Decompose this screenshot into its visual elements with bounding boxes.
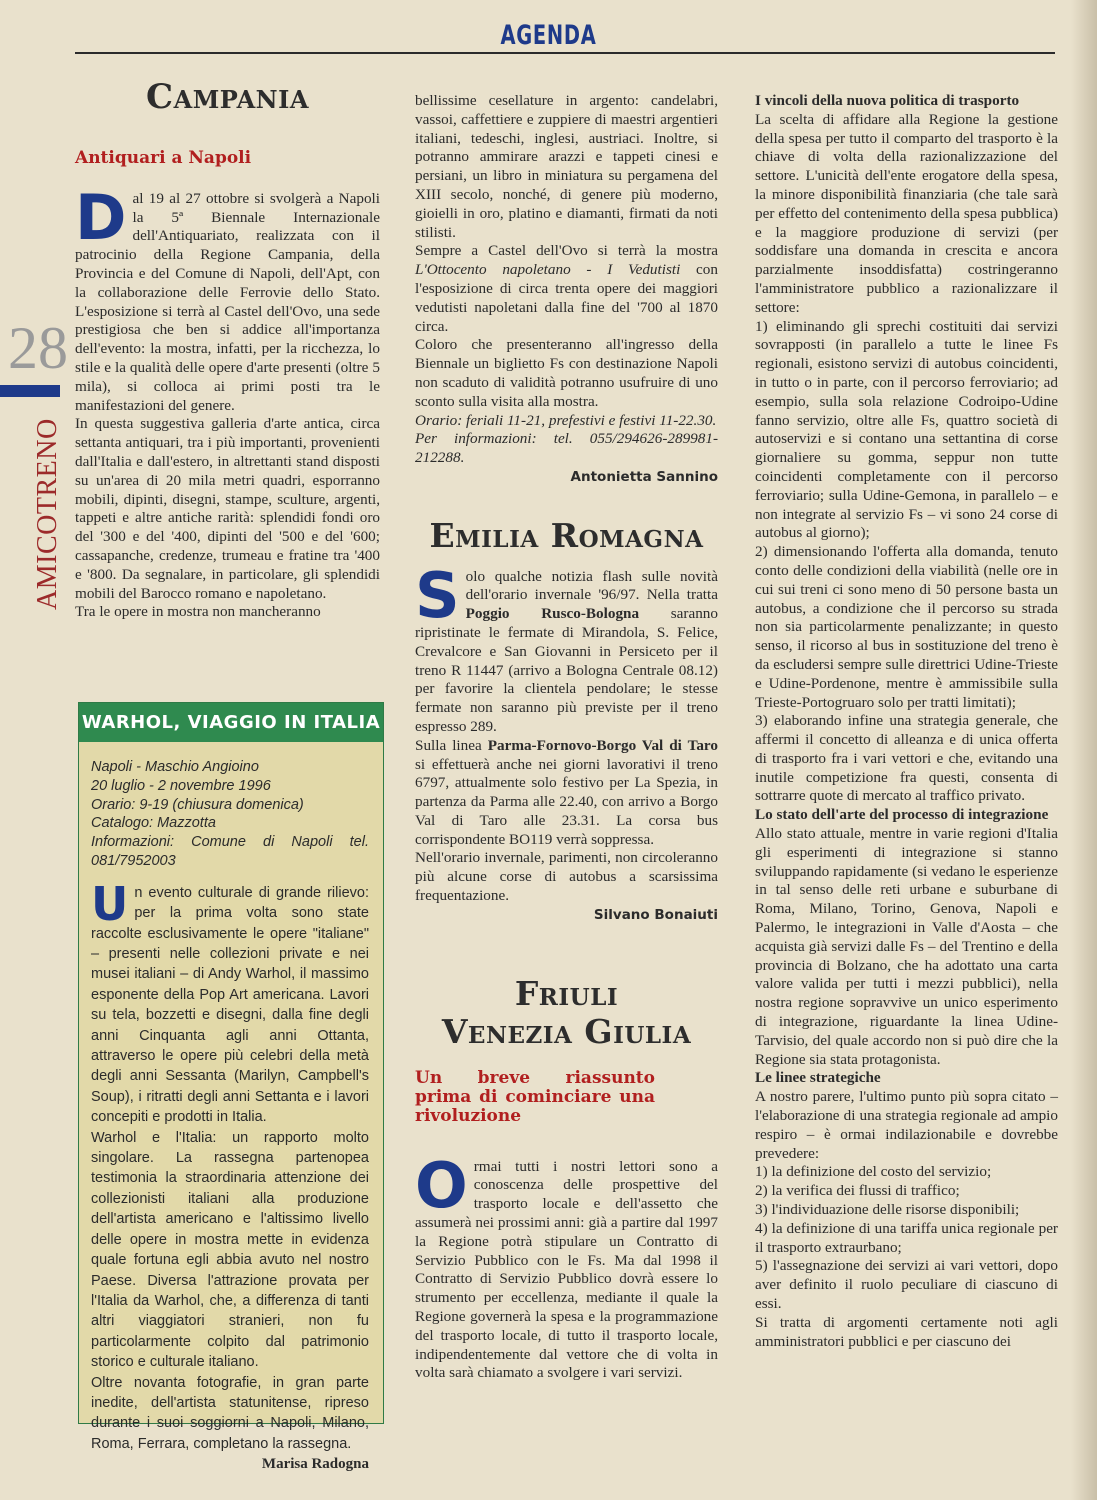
article-paragraph: Si tratta di argomenti certamente noti agli amministratori pubblici e per ciascuno dei [755, 1313, 1058, 1350]
warhol-box [78, 702, 384, 1473]
subheading: Le linee strategiche [755, 1069, 881, 1087]
author-signature: Antonietta Sannino [570, 468, 718, 485]
page-edge-shadow [1071, 0, 1097, 1500]
page-number: 28 [8, 315, 68, 381]
list-item: 5) l'assegnazione dei servizi ai vari vettori, dopo aver definito il ruolo peculiare di ciascuno di essi. [755, 1257, 1058, 1312]
opening-hours: Orario: feriali 11-21, prefestivi e festivi 11-22.30. [415, 411, 717, 429]
article-paragraph: Warhol e l'Italia: un rapporto molto singolare. La rassegna partenopea testimonia la straordinaria attenzione dei collezionisti italiani alla produzione dell'artista americano e l'altissimo livello delle opere in mostra mette in evidenza quale fortuna egli abbia avuto nel nostro Paese. Diversa l'attrazione provata per l'Italia da Warhol, che, a differenza di tanti altri viaggiatori stranieri, non fu particolarmente colpito dal patrimonio storico e culturale italiano. [91, 1129, 369, 1371]
article-paragraph: A nostro parere, l'ultimo punto più sopra citato – l'elaborazione di una strategia regionale ad ampio respiro – è ormai indilazionabile e dovrebbe prevedere: [755, 1088, 1058, 1162]
dropcap-u: U [91, 876, 129, 931]
article-paragraph: 1) eliminando gli sprechi costituiti dai servizi sovrapposti (in parallelo a tutte le linee Fs regionali, esistono servizi di autobus coincidenti, in tutto o in parte, con il percorso ferroviario; ad esempio, sulla sola relazione Codroipo-Udine fanno servizio, oltre alle Fs, quattro società di autoservizi e si contano una settantina di corse giornaliere su gomma, seppur non tutte coincidenti completamente con il percorso ferroviario; sulla Udine-Gemona, in parallelo – e non integrate al servizio Fs – vi sono 24 corse di autobus al giorno); [755, 317, 1058, 542]
subheading: Lo stato dell'arte del processo di integrazione [755, 806, 1049, 824]
header-rule [75, 52, 1055, 54]
kicker-friuli: Un breve riassunto prima di cominciare una rivoluzione [415, 1067, 655, 1126]
article-paragraph: Oltre novanta fotografie, in gran parte inedite, dell'artista statunitense, ripreso durante i suoi soggiorni a Napoli, Milano, Roma, Ferrara, completano la rassegna. [91, 1374, 369, 1452]
magazine-title: AMICOTRENO [32, 418, 63, 610]
column-campania [75, 77, 380, 622]
dropcap-d: D [75, 180, 127, 254]
article-paragraph: Solo qualche notizia flash sulle novità dell'orario invernale '96/97. Nella tratta Poggio Rusco-Bologna saranno ripristinate le fermate di Mirandola, S. Felice, Crevalcore e San Giovanni in Persiceto per il treno R 11447 (arrivo a Bologna Centrale 08.12) per favorire la clientela pendolare; le stesse fermate non saranno più previste per il treno espresso 289. [415, 558, 718, 735]
list-item: 4) la definizione di una tariffa unica regionale per il trasporto extraurbano; [755, 1219, 1058, 1256]
region-title-campania: Campania [146, 77, 309, 117]
article-paragraph: Coloro che presenteranno all'ingresso della Biennale un biglietto Fs con destinazione Napoli non scaduto di validità potranno usufruire di uno sconto sulla visita alla mostra. [415, 336, 718, 410]
article-paragraph: Dal 19 al 27 ottobre si svolgerà a Napoli la 5ª Biennale Internazionale dell'Antiquariato, realizzata con il patrocinio della Regione Campania, della Provincia e del Comune di Napoli, dell'Apt, con la collaborazione delle Ferrovie dello Stato. L'esposizione si terrà al Castel dell'Ovo, una sede prestigiosa che ben si addice all'importanza dell'evento: la mostra, infatti, per la ricchezza, lo stile e la qualità delle opere d'arte presenti (oltre 5 mila), si colloca ai primi posti tra le manifestazioni del genere. [75, 180, 380, 414]
region-title-emilia: Emilia Romagna [429, 515, 704, 555]
article-paragraph: In questa suggestiva galleria d'arte antica, circa settanta antiquari, tra i più importanti, provenienti dall'Italia e dall'estero, in altrettanti stand disposti su un'area di 20 mila metri quadri, esporranno mobili, dipinti, disegni, stampe, sculture, argenti, tappeti e altre antiche rarità: splendidi fondi oro del '300 e del '400, dipinti del '500 e del '600; cassapanche, credenze, trumeau e fratine tra '400 e '800. Da segnalare, in particolare, gli splendidi mobili del Barocco romano e napoletano. [75, 415, 380, 602]
list-item: 1) la definizione del costo del servizio; [755, 1163, 992, 1181]
article-paragraph: bellissime cesellature in argento: candelabri, vassoi, caffettiere e zuppiere di maestri argentieri italiani, tedeschi, inglesi, austriaci. Inoltre, si potranno ammirare arazzi e tappeti cinesi e persiani, un libro in miniatura su pergamena del XIII secolo, nonché, di genere più moderno, gioielli in oro, platino e diamanti, firmati da noti stilisti. [415, 92, 718, 241]
kicker-campania: Antiquari a Napoli [75, 147, 252, 168]
author-signature: Marisa Radogna [261, 1456, 369, 1473]
article-paragraph: La scelta di affidare alla Regione la gestione della spesa per tutto il comparto del trasporto è la chiave di volta della razionalizzazione del settore. L'unicità dell'ente erogatore della spesa, la minore disponibilità finanziaria (che tale sarà per effetto del contenimento della spesa pubblica) e la maggiore produzione di servizi (per soddisfare una domanda in crescita e ancora parzialmente insoddisfatta) costringeranno l'amministratore pubblico a razionalizzare il settore: [755, 110, 1058, 316]
article-paragraph: Tra le opere in mostra non mancheranno [75, 603, 321, 621]
list-item: 3) l'individuazione delle risorse disponibili; [755, 1201, 1020, 1219]
section-header: AGENDA [500, 20, 597, 51]
dropcap-s: S [415, 558, 460, 632]
author-signature: Silvano Bonaiuti [593, 906, 718, 923]
article-paragraph: 3) elaborando infine una strategia generale, che affermi il concetto di alleanza e di unica offerta di trasporto fra i vari vettori e che, evitando una inutile competizione fra questi, consenta di sottrarre quote di mercato al traffico privato. [755, 712, 1058, 805]
warhol-event-info: Napoli - Maschio Angioino 20 luglio - 2 novembre 1996 Orario: 9-19 (chiusura domenica) Catalogo: Mazzotta Informazioni: Comune di Napoli tel. 081/7952003 [91, 759, 369, 869]
warhol-box-title: WARHOL, VIAGGIO IN ITALIA [79, 703, 383, 742]
column-right [755, 92, 1058, 1351]
article-paragraph: Sempre a Castel dell'Ovo si terrà la mostra L'Ottocento napoletano - I Vedutisti con l'esposizione di circa trenta opere dei maggiori vedutisti napoletani dalla fine del '700 al 1870 circa. [415, 242, 718, 335]
list-item: 2) la verifica dei flussi di traffico; [755, 1182, 960, 1200]
region-title-friuli: Friuli Venezia Giulia [441, 973, 692, 1051]
warhol-body [91, 876, 369, 1475]
dropcap-o: O [415, 1148, 468, 1222]
article-paragraph: Sulla linea Parma-Fornovo-Borgo Val di Taro si effettuerà anche nei giorni lavorativi il treno 6797, attualmente solo festivo per La Spezia, in partenza da Parma alle 22.40, con arrivo a Borgo Val di Taro alle 23.31. La corsa bus corrispondente BO119 verrà soppressa. [415, 736, 718, 848]
contact-info: Per informazioni: tel. 055/294626-289981-212288. [415, 430, 718, 467]
article-paragraph: Nell'orario invernale, parimenti, non circoleranno più alcune corse di autobus a scarsissima frequentazione. [415, 849, 718, 905]
column-middle [415, 92, 718, 1383]
subheading: I vincoli della nuova politica di trasporto [755, 92, 1020, 109]
article-paragraph: Ormai tutti i nostri lettori sono a conoscenza delle prospettive del trasporto locale e dell'assetto che assumerà nei prossimi anni: già a partire dal 1997 la Regione potrà stipulare un Contratto di Servizio Pubblico con le Fs. Ma dal 1998 il Contratto di Servizio Pubblico dovrà essere lo strumento per eccellenza, mediante il quale la Regione governerà la spesa e la programmazione del trasporto locale, di tutto il trasporto locale, indipendentemente dal vettore che di volta in volta sarà chiamato a svolgere i vari servizi. [415, 1148, 718, 1382]
article-paragraph: Un evento culturale di grande rilievo: per la prima volta sono state raccolte esclusivamente le opere "italiane" – presenti nelle collezioni private e nei musei italiani – di Andy Warhol, il massimo esponente della Pop Art americana. Lavori su tela, bozzetti e disegni, dalla fine degli anni Cinquanta agli anni Ottanta, attraverso le opere più celebri della metà degli anni Sessanta (Marilyn, Campbell's Soup), i ritratti degli anni Settanta e i lavori concepiti e prodotti in Italia. [91, 876, 369, 1126]
article-paragraph: 2) dimensionando l'offerta alla domanda, tenuto conto delle condizioni della viabilità (nelle ore in cui sui treni ci sono meno di 50 persone basta un autobus, a condizione che il percorso su strada non sia particolarmente penalizzante; in questo senso, il ricorso al bus in sostituzione del treno è da escludersi sempre sulle direttrici Udine-Trieste e Udine-Pordenone, mentre è ammissibile sulla Trieste-Portogruaro solo per tratti limitati); [755, 543, 1058, 711]
page-number-bar [0, 385, 60, 397]
article-paragraph: Allo stato attuale, mentre in varie regioni d'Italia gli esperimenti di integrazione si stanno sviluppando rapidamente (si vedano le esperienze in tal senso delle reti urbane e suburbane di Roma, Milano, Torino, Genova, Napoli e Palermo, le integrazioni in Valle d'Aosta – che acquista già servizi dalle Fs – del Trentino e della provincia di Bolzano, che ha adottato una carta valore valida per tutti i mezzi pubblici), nella nostra regione sopravvive un unico esperimento di integrazione, riguardante la linea Udine-Tarvisio, del quale accordo non si può dire che la Regione sia stata protagonista. [755, 825, 1058, 1068]
